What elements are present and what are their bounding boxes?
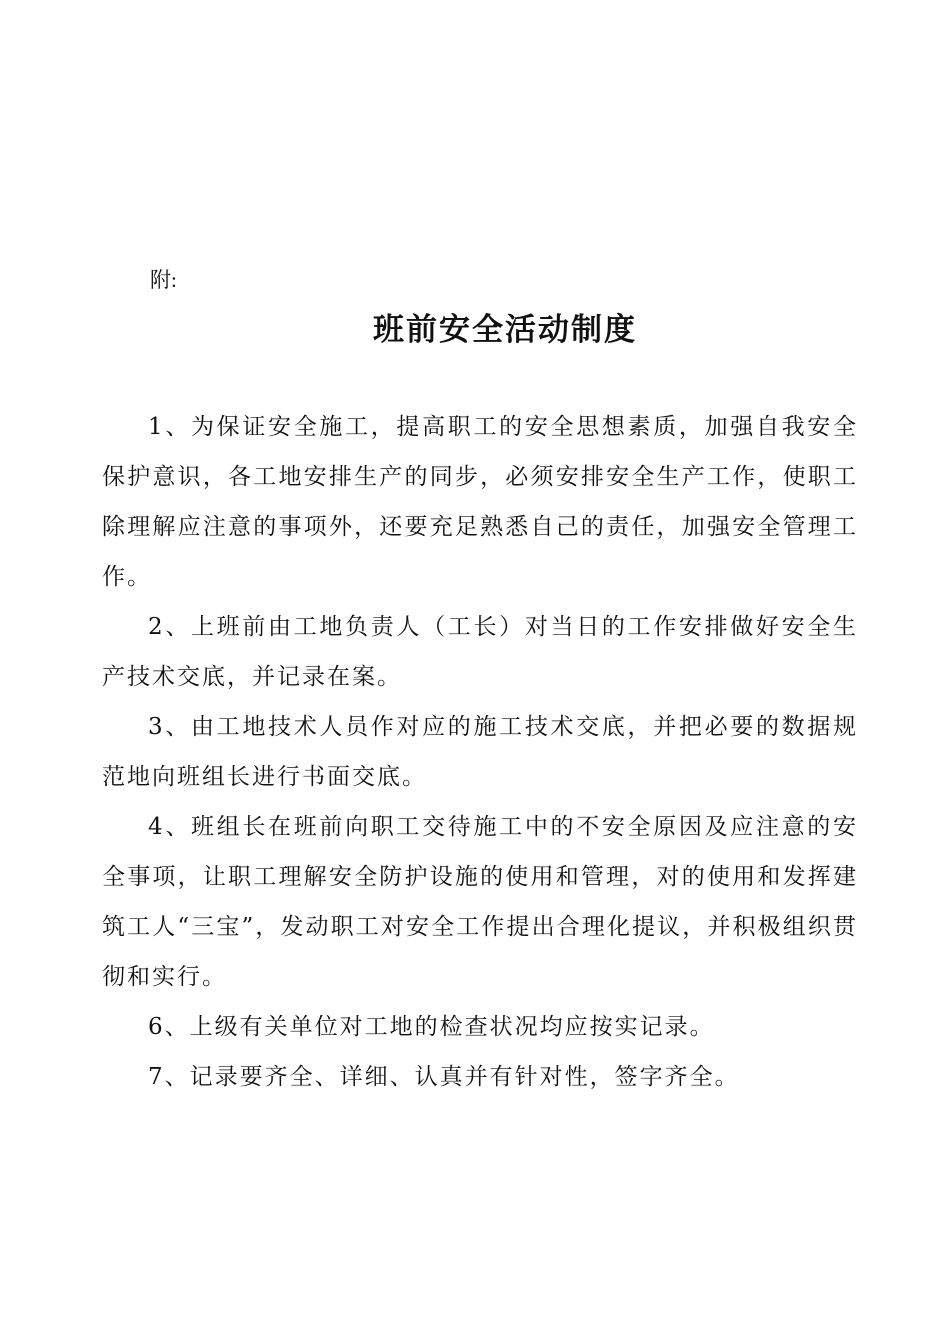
paragraph-3: 3、由工地技术人员作对应的施工技术交底，并把必要的数据规范地向班组长进行书面交底。: [102, 714, 858, 790]
paragraph-7: 7、记录要齐全、详细、认真并有针对性，签字齐全。: [148, 1064, 740, 1090]
document-body: [102, 402, 858, 1102]
attachment-label: 附:: [150, 268, 177, 292]
paragraph-1: 1、为保证安全施工，提高职工的安全思想素质，加强自我安全保护意识，各工地安排生产的同步，必须安排安全生产工作，使职工除理解应注意的事项外，还要充足熟悉自己的责任，加强安全管理工作。: [102, 414, 858, 590]
paragraph-6: 6、上级有关单位对工地的检查状况均应按实记录。: [148, 1014, 715, 1040]
document-title: 班前安全活动制度: [373, 312, 637, 348]
paragraph-2: 2、上班前由工地负责人（工长）对当日的工作安排做好安全生产技术交底，并记录在案。: [102, 614, 858, 690]
paragraph-4: 4、班组长在班前向职工交待施工中的不安全原因及应注意的安全事项，让职工理解安全防护设施的使用和管理，对的使用和发挥建筑工人“三宝”，发动职工对安全工作提出合理化提议，并积极组织贯彻和实行。: [102, 814, 858, 990]
